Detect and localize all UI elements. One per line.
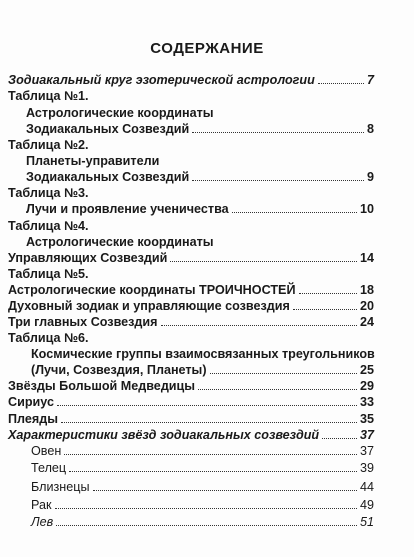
toc-entry-text: Лучи и проявление ученичества [26,202,229,216]
toc-entry [31,460,374,476]
toc-entry-text: Астрологические координаты ТРОИЧНОСТЕЙ [8,283,296,297]
toc-leader-dots [56,525,357,526]
toc-entry-text: Астрологические координаты [26,235,214,249]
toc-entry [31,479,374,495]
toc-leader-dots [69,471,357,472]
toc-entry-text: Астрологические координаты [26,106,214,120]
toc-entry-page: 7 [366,73,374,87]
toc-entry-text: (Лучи, Созвездия, Планеты) [31,363,207,377]
toc-entry-page: 39 [359,461,374,475]
toc-leader-dots [322,438,357,439]
toc-entry [26,201,374,217]
toc-entry-text: Лев [31,515,54,529]
toc-section-heading: Таблица №1. [8,89,89,103]
toc-entry [8,282,374,298]
toc-leader-dots [170,261,357,262]
toc-entry [31,362,374,378]
toc-entry-page: 35 [359,412,374,426]
toc-entry [8,72,374,88]
toc-entry [8,427,374,443]
toc-section-heading: Таблица №4. [8,219,89,233]
toc-entry [8,411,374,427]
toc-leader-dots [210,373,357,374]
toc-entry [31,514,374,530]
toc-entry-page: 24 [359,315,374,329]
toc-entry [8,394,374,410]
toc-entry-page: 18 [359,283,374,297]
toc-entry [8,314,374,330]
toc-entry-text: Духовный зодиак и управляющие созвездия [8,299,290,313]
toc-entry-page: 37 [359,444,374,458]
toc-leader-dots [61,422,357,423]
toc-entry-text: Сириус [8,395,54,409]
toc-entry-text: Зодиакальный круг эзотерической астрологии [8,73,315,87]
toc-entry [8,250,374,266]
toc-entry-page: 10 [359,202,374,216]
toc-leader-dots [57,405,357,406]
toc-leader-dots [293,309,357,310]
toc-entry-page: 9 [366,170,374,184]
toc-entry-page: 33 [359,395,374,409]
toc-leader-dots [299,293,357,294]
toc-entry-text: Овен [31,444,62,458]
toc-entry-page: 14 [359,251,374,265]
toc-entry-page: 49 [359,498,374,512]
toc-section-heading: Таблица №6. [8,331,89,345]
toc-entry-text: Зодиакальных Созвездий [26,170,190,184]
toc-entry-page: 44 [359,480,374,494]
toc-entry [8,378,374,394]
toc-entry [26,121,374,137]
toc-entry-text: Зодиакальных Созвездий [26,122,190,136]
toc-leader-dots [64,454,357,455]
toc-entry [31,443,374,459]
toc-entry-page: 25 [359,363,374,377]
toc-entry-text: Близнецы [31,480,90,494]
toc-leader-dots [318,83,364,84]
toc-leader-dots [198,389,357,390]
toc-leader-dots [192,180,364,181]
toc-leader-dots [192,132,364,133]
toc-entry-page: 8 [366,122,374,136]
toc-entry-text: Рак [31,498,52,512]
toc-entry-text: Плеяды [8,412,58,426]
toc-entry-text: Телец [31,461,67,475]
toc-leader-dots [93,490,357,491]
toc-entry-page: 20 [359,299,374,313]
page-title: СОДЕРЖАНИЕ [150,40,264,57]
toc-entry [8,298,374,314]
toc-entry-page: 51 [359,515,374,529]
toc-section-heading: Таблица №2. [8,138,89,152]
toc-entry-page: 37 [359,428,374,442]
toc-section-heading: Таблица №3. [8,186,89,200]
toc-entry-text: Планеты-управители [26,154,160,168]
toc-entry [31,497,374,513]
toc-leader-dots [232,212,357,213]
toc-leader-dots [55,508,357,509]
toc-section-heading: Таблица №5. [8,267,89,281]
toc-entry-text: Три главных Созвездия [8,315,158,329]
toc-entry-text: Звёзды Большой Медведицы [8,379,196,393]
toc-entry [26,169,374,185]
toc-leader-dots [161,325,357,326]
toc-entry-text: Управляющих Созвездий [8,251,168,265]
toc-entry-text: Космические группы взаимосвязанных треугольников [31,347,375,361]
toc-entry-page: 29 [359,379,374,393]
toc-entry-text: Характеристики звёзд зодиакальных созвездий [8,428,320,442]
